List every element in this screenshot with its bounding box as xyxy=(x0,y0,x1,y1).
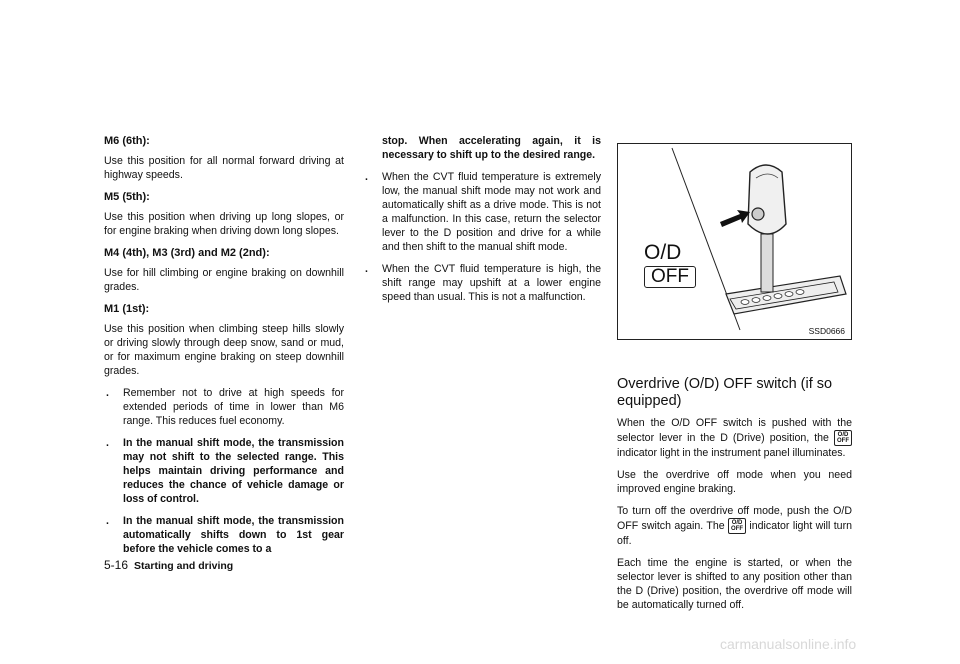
bullet-item xyxy=(104,436,344,506)
paragraph-3-text-b: indicator light will turn off. xyxy=(617,519,852,547)
column-middle xyxy=(363,134,601,312)
od-off-indicator-icon xyxy=(834,430,852,446)
badge-bottom: OFF xyxy=(731,526,744,532)
bullet-dot: . xyxy=(106,437,109,449)
bullet-dot: . xyxy=(106,387,109,399)
paragraph-2: Use the overdrive off mode when you need improved engine braking. xyxy=(617,469,852,495)
lever-knob xyxy=(748,165,786,234)
paragraph-1-text-b: indicator light in the instrument panel illuminates. xyxy=(617,447,846,459)
paragraph-3-text-a: To turn off the overdrive off mode, push the O/D OFF switch again. The xyxy=(617,505,852,532)
bullet-text: Remember not to drive at high speeds for extended periods of time in lower than M6 range. This reduces fuel economy. xyxy=(123,387,344,427)
page-number: 5-16 xyxy=(104,558,129,572)
bullet-text: In the manual shift mode, the transmission may not shift to the selected range. This helps maintain driving performance and reduces the chance of vehicle damage or loss of control. xyxy=(123,437,344,505)
paragraph-3 xyxy=(617,504,852,548)
text-m6: Use this position for all normal forward driving at highway speeds. xyxy=(104,155,344,181)
od-button-icon xyxy=(752,208,764,220)
paragraph-4: Each time the engine is started, or when the selector lever is shifted to any position other than the D (Drive) position, the overdrive off mode will be automatically turned off. xyxy=(617,557,852,611)
bullet-text: When the CVT fluid temperature is extremely low, the manual shift mode may not work and automatically shift as a drive mode. This is not a malfunction. In this case, return the selector lever to the D position and drive for a while and then shift to the manual shift mode. xyxy=(382,171,601,253)
bullet-dot: . xyxy=(365,263,368,275)
paragraph-1 xyxy=(617,416,852,460)
arrow-icon xyxy=(720,210,750,227)
text-m4: Use for hill climbing or engine braking on downhill grades. xyxy=(104,267,344,293)
bullet-item xyxy=(363,170,601,254)
od-off-switch-figure xyxy=(617,143,852,340)
bullet-item xyxy=(363,262,601,304)
heading-m4: M4 (4th), M3 (3rd) and M2 (2nd): xyxy=(104,247,270,259)
bullet-text: In the manual shift mode, the transmission automatically shifts down to 1st gear before the vehicle comes to a xyxy=(123,515,344,555)
heading-m6: M6 (6th): xyxy=(104,135,150,147)
bullet-item xyxy=(104,514,344,556)
page-footer xyxy=(104,558,233,572)
bullet-item xyxy=(104,386,344,428)
text-m1: Use this position when climbing steep hills slowly or driving slowly through deep snow, sand or mud, or for maximum engine braking on steep downhill grades. xyxy=(104,323,344,377)
figure-code: SSD0666 xyxy=(808,326,845,336)
text-m5: Use this position when driving up long slopes, or for engine braking when driving down long slopes. xyxy=(104,211,344,237)
badge-bottom: OFF xyxy=(837,438,849,444)
column-left xyxy=(104,134,344,564)
watermark: carmanualsonline.info xyxy=(720,636,857,652)
lever-shaft xyxy=(761,234,773,292)
bullet-dot: . xyxy=(365,171,368,183)
bullet-dot: . xyxy=(106,515,109,527)
bullet-continuation: stop. When accelerating again, it is necessary to shift up to the desired range. xyxy=(382,135,601,161)
section-title: Overdrive (O/D) OFF switch (if so equipped) xyxy=(617,376,833,409)
off-label: OFF xyxy=(651,266,689,287)
bullet-text: When the CVT fluid temperature is high, the shift range may upshift at a lower engine speed than usual. This is not a malfunction. xyxy=(382,263,601,303)
column-right xyxy=(617,376,852,620)
badge-top: O/D xyxy=(837,432,849,438)
heading-m1: M1 (1st): xyxy=(104,303,150,315)
off-label-box xyxy=(644,266,696,288)
paragraph-1-text-a: When the O/D OFF switch is pushed with the selector lever in the D (Drive) position, the xyxy=(617,417,852,444)
footer-section: Starting and driving xyxy=(134,560,234,572)
od-label: O/D xyxy=(644,241,682,264)
od-off-indicator-icon xyxy=(728,518,746,534)
badge-top: O/D xyxy=(731,520,743,526)
heading-m5: M5 (5th): xyxy=(104,191,150,203)
